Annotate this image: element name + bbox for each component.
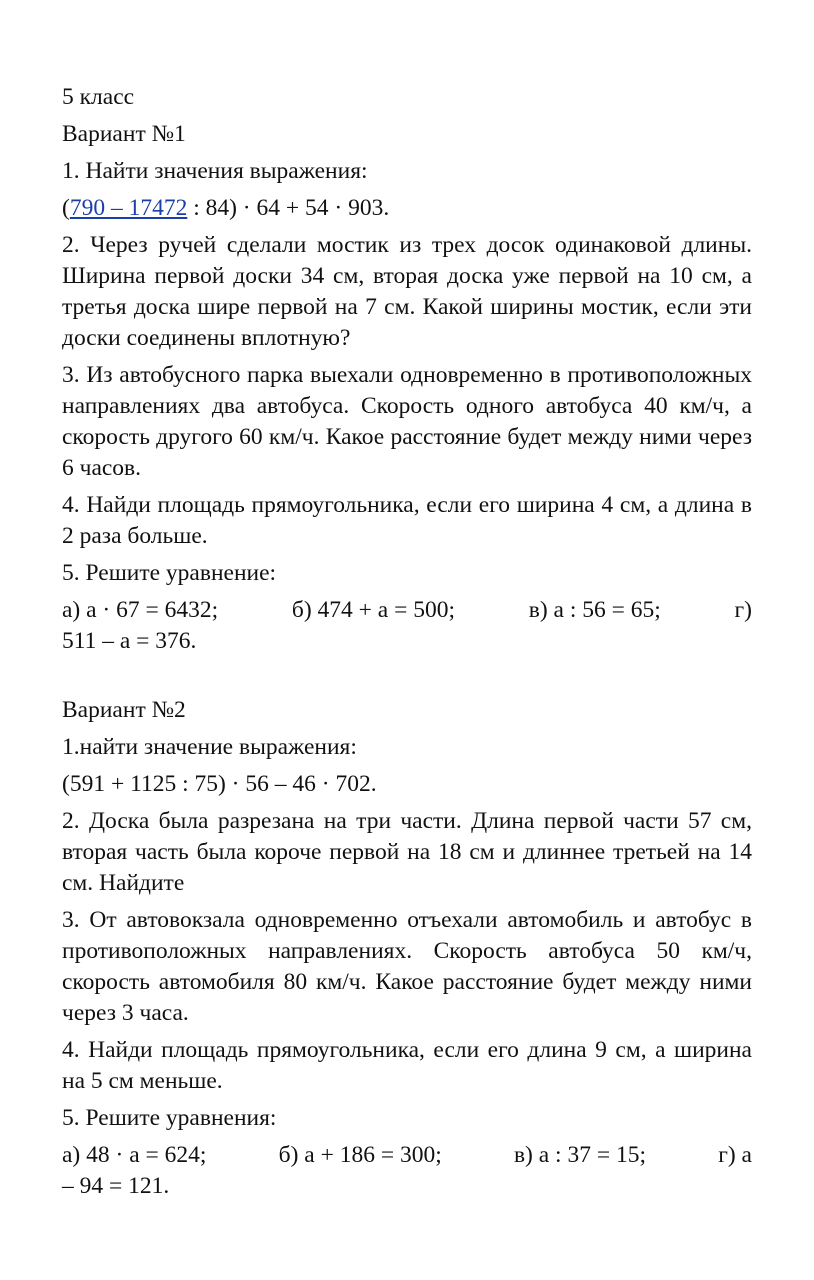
task-3: 3. От автовокзала одновременно отъехали автомобиль и автобус в противоположных направлениях. Скорость автобуса 50 км/ч, скорость автомобиля 80 км/ч. Какое расстояние будет между ними через 3 часа. [62,907,752,1026]
task-2: 2. Доска была разрезана на три части. Длина первой части 57 см, вторая часть была короче первой на 18 см и длиннее третьей на 14 см. Найдите [62,808,752,896]
task-5-label: 5. Решите уравнения: [62,1105,277,1131]
expr-rest: : 84) · 64 + 54 · 903. [187,195,390,221]
equation-a: а) а · 67 = 6432; [62,597,219,623]
equation-v: в) а : 37 = 15; [513,1142,646,1168]
task-1-label: 1. Найти значения выражения: [62,158,368,184]
variant-2 [62,695,752,1202]
equation-b: б) а + 186 = 300; [278,1142,442,1168]
task-5-equations [62,1140,752,1202]
equation-b: б) 474 + а = 500; [291,597,456,623]
variant-title: Вариант №2 [62,697,186,723]
task-1-expression: (591 + 1125 : 75) · 56 – 46 · 702. [62,771,377,797]
task-2: 2. Через ручей сделали мостик из трех досок одинаковой длины. Ширина первой доски 34 см, вторая доска уже первой на 10 см, а третья доска шире первой на 7 см. Какой ширины мостик, если эти доски соединены вплотную? [62,232,752,351]
variant-1 [62,119,752,657]
worksheet-page [62,82,752,1208]
task-1-label: 1.найти значение выражения: [62,734,357,760]
equation-v: в) а : 56 = 65; [528,597,661,623]
grade-heading: 5 класс [62,84,135,110]
task-5-equations [62,595,752,657]
equation-g: г) [734,597,752,623]
task-3: 3. Из автобусного парка выехали одновременно в противоположных направлениях два автобуса. Скорость одного автобуса 40 км/ч, а скорость другого 60 км/ч. Какое расстояние будет между ними через 6 часов. [62,362,752,481]
task-1-expression [62,193,752,224]
equation-g: г) а [718,1142,752,1168]
task-4: 4. Найди площадь прямоугольника, если его длина 9 см, а ширина на 5 см меньше. [62,1037,752,1094]
variant-title: Вариант №1 [62,121,186,147]
spacer [62,657,752,695]
expr-open-paren: ( [62,195,70,221]
equation-g-tail: 511 – а = 376. [62,628,197,654]
task-4: 4. Найди площадь прямоугольника, если его ширина 4 см, а длина в 2 раза больше. [62,492,752,549]
expression-link[interactable]: 790 – 17472 [69,195,188,221]
task-5-label: 5. Решите уравнение: [62,560,277,586]
equation-g-tail: – 94 = 121. [62,1173,170,1199]
equation-a: а) 48 · а = 624; [62,1142,207,1168]
